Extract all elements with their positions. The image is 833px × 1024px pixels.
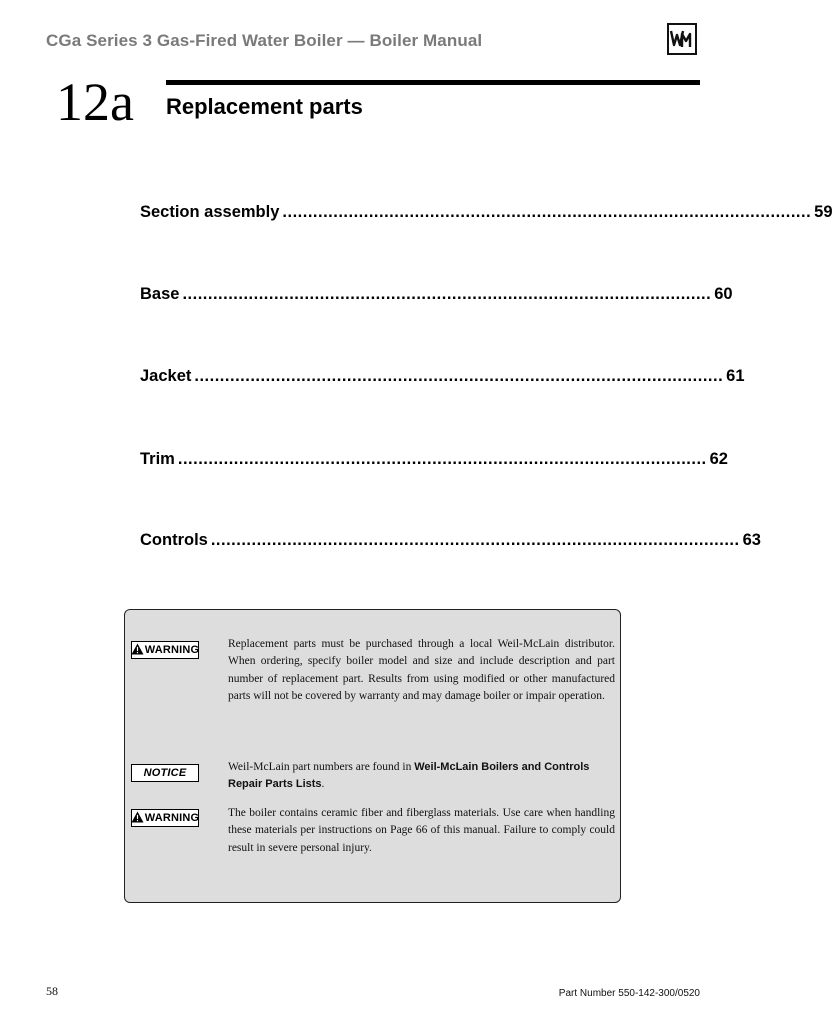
toc-entry-trim[interactable] (140, 450, 728, 469)
warning-triangle-icon (131, 811, 144, 826)
toc-entry-controls[interactable] (140, 531, 761, 550)
warning-badge-label: WARNING (144, 812, 200, 824)
part-number: Part Number 550-142-300/0520 (558, 988, 700, 999)
warning-badge (131, 809, 199, 827)
toc-leader: ........................................................................................................ (282, 203, 812, 221)
section-number: 12a (56, 72, 134, 132)
toc-label: Trim (140, 450, 175, 468)
toc-label: Controls (140, 531, 208, 549)
toc-page: 60 (714, 285, 733, 303)
toc-page: 59 (814, 203, 833, 221)
toc-leader: ........................................................................................................ (194, 367, 724, 385)
toc-entry-section-assembly[interactable] (140, 203, 833, 222)
header-rule (166, 80, 700, 85)
notice-text-start: Weil-McLain part numbers are found in (228, 761, 415, 773)
warning-text-fiber: The boiler contains ceramic fiber and fiberglass materials. Use care when handling these materials per instructions on Page 66 of this manual. Failure to comply could result in severe personal injury. (228, 807, 615, 854)
notice-badge-label: NOTICE (143, 767, 187, 779)
notice-text-end: . (321, 778, 325, 791)
warning-badge-label: WARNING (144, 644, 200, 656)
repair-parts-lists-reference: Weil-McLain Boilers and Controls Repair Parts Lists (228, 761, 590, 791)
weil-mclain-logo (667, 23, 697, 55)
toc-page: 63 (742, 531, 761, 549)
toc-label: Base (140, 285, 180, 303)
page-number: 58 (46, 984, 58, 998)
wm-logo-icon (670, 27, 694, 51)
toc-page: 61 (726, 367, 745, 385)
toc-entry-jacket[interactable] (140, 367, 745, 386)
section-title: Replacement parts (166, 94, 363, 119)
toc-label: Jacket (140, 367, 192, 385)
toc-entry-base[interactable] (140, 285, 733, 304)
warning-triangle-icon (131, 643, 144, 658)
manual-header-title: CGa Series 3 Gas-Fired Water Boiler — Boiler Manual (46, 31, 483, 50)
notice-text-part-numbers (228, 759, 615, 794)
toc-page: 62 (709, 450, 728, 468)
warning-badge (131, 641, 199, 659)
toc-leader: ........................................................................................................ (182, 285, 712, 303)
warning-text-parts: Replacement parts must be purchased through a local Weil-McLain distributor. When ordering, specify boiler model and size and include description and part number of replacement part. Results from using modified or other manufactured parts will not be covered by warranty and may damage boiler or impair operation. (228, 638, 615, 702)
toc-leader: ........................................................................................................ (177, 450, 707, 468)
toc-leader: ........................................................................................................ (210, 531, 740, 549)
notice-badge (131, 764, 199, 782)
toc-label: Section assembly (140, 203, 280, 221)
